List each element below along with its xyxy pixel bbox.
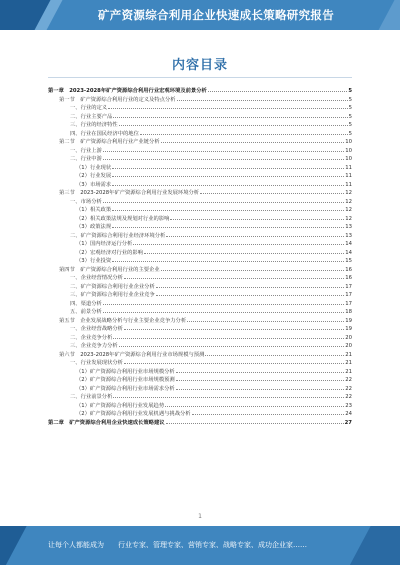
toc-entry[interactable]: [48, 240, 352, 249]
toc-entry[interactable]: [48, 308, 352, 317]
toc-leader-dots: [124, 363, 344, 364]
toc-entry[interactable]: [48, 291, 352, 300]
toc-entry-page: 27: [344, 419, 352, 426]
toc-leader-dots: [200, 193, 344, 194]
toc-leader-dots: [103, 312, 344, 313]
toc-leader-dots: [119, 125, 348, 126]
toc-leader-dots: [113, 397, 344, 398]
toc-entry[interactable]: [48, 87, 352, 96]
header-banner: [0, 0, 400, 30]
toc-leader-dots: [112, 185, 344, 186]
toc-entry-page: 12: [345, 198, 352, 205]
header-decoration: [374, 0, 400, 30]
toc-entry[interactable]: [48, 249, 352, 258]
toc-entry-title: 第一章 2023-2028年矿产资源综合利用行业宏观环境及前景分析: [48, 88, 207, 94]
divider: [48, 77, 352, 78]
toc-entry-title: 二、矿产资源综合利用行业经济环境分析: [70, 232, 166, 239]
toc-entry-title: （3）政策法规: [76, 224, 112, 230]
toc-entry-title: （1）矿产资源综合利用行业市场规模分析: [76, 368, 175, 375]
toc-entry[interactable]: [48, 172, 352, 181]
toc-entry[interactable]: [48, 274, 352, 283]
table-of-contents: [48, 87, 352, 427]
toc-leader-dots: [170, 219, 344, 220]
toc-entry-page: 10: [345, 156, 352, 162]
toc-entry[interactable]: [48, 325, 352, 334]
toc-entry[interactable]: [48, 257, 352, 266]
toc-entry-title: 第五节 企业发展战略分析与行业主要企业竞争力分析: [59, 317, 187, 324]
toc-entry[interactable]: [48, 206, 352, 215]
toc-leader-dots: [133, 244, 344, 245]
toc-entry-title: （1）国内经济运行分析: [76, 241, 133, 247]
footer-decoration: [347, 526, 400, 565]
toc-entry[interactable]: [48, 198, 352, 207]
toc-entry-title: 四、行业在国民经济中的地位: [70, 130, 139, 137]
toc-entry-page: 11: [345, 164, 352, 171]
toc-entry-title: （3）行业投资: [76, 258, 112, 264]
toc-entry-title: 第二章 矿产资源综合利用企业快速成长策略建议: [48, 419, 165, 426]
toc-entry-title: 第四节 矿产资源综合利用行业的主要企业: [59, 266, 160, 273]
toc-entry-page: 5: [348, 96, 352, 103]
toc-leader-dots: [166, 236, 344, 237]
toc-entry-page: 19: [345, 317, 352, 324]
toc-entry-title: 二、矿产资源综合利用行业企业分析: [70, 283, 155, 290]
toc-leader-dots: [112, 176, 344, 177]
toc-leader-dots: [205, 355, 344, 356]
toc-entry-title: 二、行业中游: [70, 156, 102, 162]
toc-leader-dots: [144, 253, 344, 254]
report-title: 矿产资源综合利用企业快速成长策略研究报告: [98, 8, 334, 22]
toc-entry[interactable]: [48, 189, 352, 198]
toc-entry-title: 一、行业上游: [70, 147, 102, 154]
toc-leader-dots: [103, 202, 344, 203]
toc-leader-dots: [161, 142, 345, 143]
toc-entry[interactable]: [48, 402, 352, 411]
toc-entry[interactable]: [48, 385, 352, 394]
toc-entry[interactable]: [48, 147, 352, 156]
toc-entry-title: （2）矿产资源综合利用行业发展机遇与挑战分析: [76, 411, 191, 417]
toc-leader-dots: [176, 380, 345, 381]
toc-entry-page: 5: [348, 105, 352, 111]
toc-leader-dots: [187, 321, 344, 322]
toc-entry-page: 12: [345, 190, 352, 196]
toc-entry[interactable]: [48, 317, 352, 326]
toc-entry-page: 22: [345, 377, 352, 383]
toc-leader-dots: [156, 295, 344, 296]
toc-entry[interactable]: [48, 96, 352, 105]
toc-entry[interactable]: [48, 368, 352, 377]
toc-entry[interactable]: [48, 104, 352, 113]
toc-leader-dots: [208, 91, 348, 92]
toc-entry-page: 5: [348, 130, 352, 137]
toc-leader-dots: [165, 406, 344, 407]
toc-entry-page: 23: [345, 402, 352, 409]
toc-entry-title: 二、行业前景分析: [70, 394, 113, 400]
footer-decoration: [0, 526, 29, 565]
toc-entry-title: 五、前景分析: [70, 309, 102, 315]
toc-entry[interactable]: [48, 181, 352, 190]
toc-entry-title: （2）相关政策法规及规划对行业的影响: [76, 215, 170, 222]
toc-entry-title: 二、行业主要产品: [70, 113, 113, 120]
toc-entry-page: 17: [345, 283, 352, 290]
toc-leader-dots: [103, 151, 344, 152]
toc-leader-dots: [177, 100, 348, 101]
toc-entry[interactable]: [48, 419, 352, 428]
toc-entry-page: 12: [345, 207, 352, 213]
toc-entry-page: 10: [345, 147, 352, 154]
toc-leader-dots: [119, 346, 345, 347]
toc-entry-page: 19: [345, 326, 352, 332]
toc-entry[interactable]: [48, 359, 352, 368]
toc-entry-page: 21: [345, 368, 352, 375]
toc-leader-dots: [112, 227, 344, 228]
toc-entry-page: 14: [345, 249, 352, 256]
toc-leader-dots: [156, 287, 344, 288]
toc-entry-page: 18: [345, 309, 352, 315]
toc-entry-title: （3）矿产资源综合利用行业市场需求分析: [76, 385, 175, 392]
toc-leader-dots: [161, 270, 345, 271]
toc-entry-title: （2）宏观经济对行业的影响: [76, 249, 143, 256]
toc-entry-page: 13: [345, 224, 352, 230]
toc-entry[interactable]: [48, 155, 352, 164]
toc-entry-page: 12: [345, 215, 352, 222]
toc-leader-dots: [176, 389, 345, 390]
toc-entry-page: 20: [345, 334, 352, 341]
toc-leader-dots: [192, 414, 345, 415]
toc-entry-page: 20: [345, 343, 352, 349]
toc-leader-dots: [103, 159, 344, 160]
toc-entry-page: 16: [345, 266, 352, 273]
toc-entry-page: 16: [345, 275, 352, 281]
toc-entry-page: 15: [345, 258, 352, 264]
toc-entry-title: 三、行业的经济特性: [70, 122, 118, 128]
toc-entry-page: 13: [345, 232, 352, 239]
toc-leader-dots: [166, 423, 344, 424]
toc-entry[interactable]: [48, 164, 352, 173]
toc-entry-title: 二、企业竞争分析: [70, 334, 113, 341]
toc-entry-page: 21: [345, 351, 352, 358]
toc-entry-title: （2）行业发展: [76, 173, 112, 179]
toc-entry-page: 11: [345, 173, 352, 179]
toc-entry-title: 三、矿产资源综合利用行业企业竞争: [70, 292, 155, 298]
toc-entry[interactable]: [48, 300, 352, 309]
toc-leader-dots: [124, 329, 344, 330]
toc-entry-title: 第三节 2023-2028年矿产资源综合利用行业发展环境分析: [59, 190, 200, 196]
toc-entry-page: 11: [345, 181, 352, 188]
toc-entry-page: 10: [345, 139, 352, 145]
toc-entry-title: 一、企业经营情况分析: [70, 275, 123, 281]
toc-entry[interactable]: [48, 410, 352, 419]
toc-leader-dots: [108, 108, 348, 109]
toc-entry[interactable]: [48, 121, 352, 130]
toc-entry-title: （1）矿产资源综合利用行业发展趋势: [76, 402, 165, 409]
footer-banner: [0, 526, 400, 565]
page-number: 1: [198, 513, 202, 520]
footer-slogan: 让每个人都能成为: [48, 541, 104, 549]
toc-entry[interactable]: [48, 351, 352, 360]
toc-heading: 内容目录: [171, 58, 228, 73]
toc-entry[interactable]: [48, 266, 352, 275]
toc-entry-title: 第二节 矿产资源综合利用行业产业链分析: [59, 139, 160, 145]
toc-entry-title: （2）矿产资源综合利用行业市场规模预测: [76, 377, 175, 383]
toc-entry-title: 一、行业发展现状分析: [70, 360, 123, 366]
toc-leader-dots: [140, 134, 348, 135]
toc-leader-dots: [113, 338, 344, 339]
toc-entry[interactable]: [48, 376, 352, 385]
toc-entry-title: 一、企业经营战略分析: [70, 326, 123, 332]
toc-leader-dots: [112, 261, 344, 262]
toc-entry-page: 5: [348, 122, 352, 128]
toc-entry[interactable]: [48, 215, 352, 224]
toc-entry-page: 17: [345, 300, 352, 307]
toc-entry-page: 14: [345, 241, 352, 247]
toc-entry-title: 一、市场分析: [70, 198, 102, 205]
toc-entry-title: （3）市场需求: [76, 181, 112, 188]
toc-leader-dots: [176, 372, 345, 373]
toc-leader-dots: [112, 168, 344, 169]
toc-entry[interactable]: [48, 130, 352, 139]
toc-leader-dots: [103, 304, 344, 305]
toc-entry-title: 第六节 2023-2028年矿产资源综合利用行业市场规模与预测: [59, 351, 205, 358]
toc-entry[interactable]: [48, 232, 352, 241]
toc-entry[interactable]: [48, 113, 352, 122]
toc-entry[interactable]: [48, 138, 352, 147]
toc-entry[interactable]: [48, 223, 352, 232]
toc-entry[interactable]: [48, 342, 352, 351]
toc-entry[interactable]: [48, 393, 352, 402]
toc-entry-title: 一、行业的定义: [70, 105, 108, 111]
toc-entry[interactable]: [48, 283, 352, 292]
toc-entry-title: （1）相关政策: [76, 207, 112, 213]
toc-entry-page: 24: [345, 411, 352, 417]
toc-entry-title: 三、企业竞争力分析: [70, 343, 118, 349]
footer-tagline: 行业专家、管理专家、营销专家、战略专家、成功企业家……: [118, 541, 307, 549]
toc-entry-page: 22: [345, 385, 352, 392]
toc-entry-page: 22: [345, 394, 352, 400]
toc-leader-dots: [112, 210, 344, 211]
toc-entry-page: 5: [348, 88, 352, 94]
toc-entry-page: 5: [348, 113, 352, 120]
toc-entry-title: 第一节 矿产资源综合利用行业的定义及特点分析: [59, 96, 176, 103]
toc-leader-dots: [113, 117, 347, 118]
toc-entry-title: （1）行业现状: [76, 164, 112, 171]
toc-entry[interactable]: [48, 334, 352, 343]
toc-leader-dots: [124, 278, 344, 279]
toc-entry-page: 17: [345, 292, 352, 298]
toc-entry-page: 21: [345, 360, 352, 366]
toc-entry-title: 四、渠道分析: [70, 300, 102, 307]
